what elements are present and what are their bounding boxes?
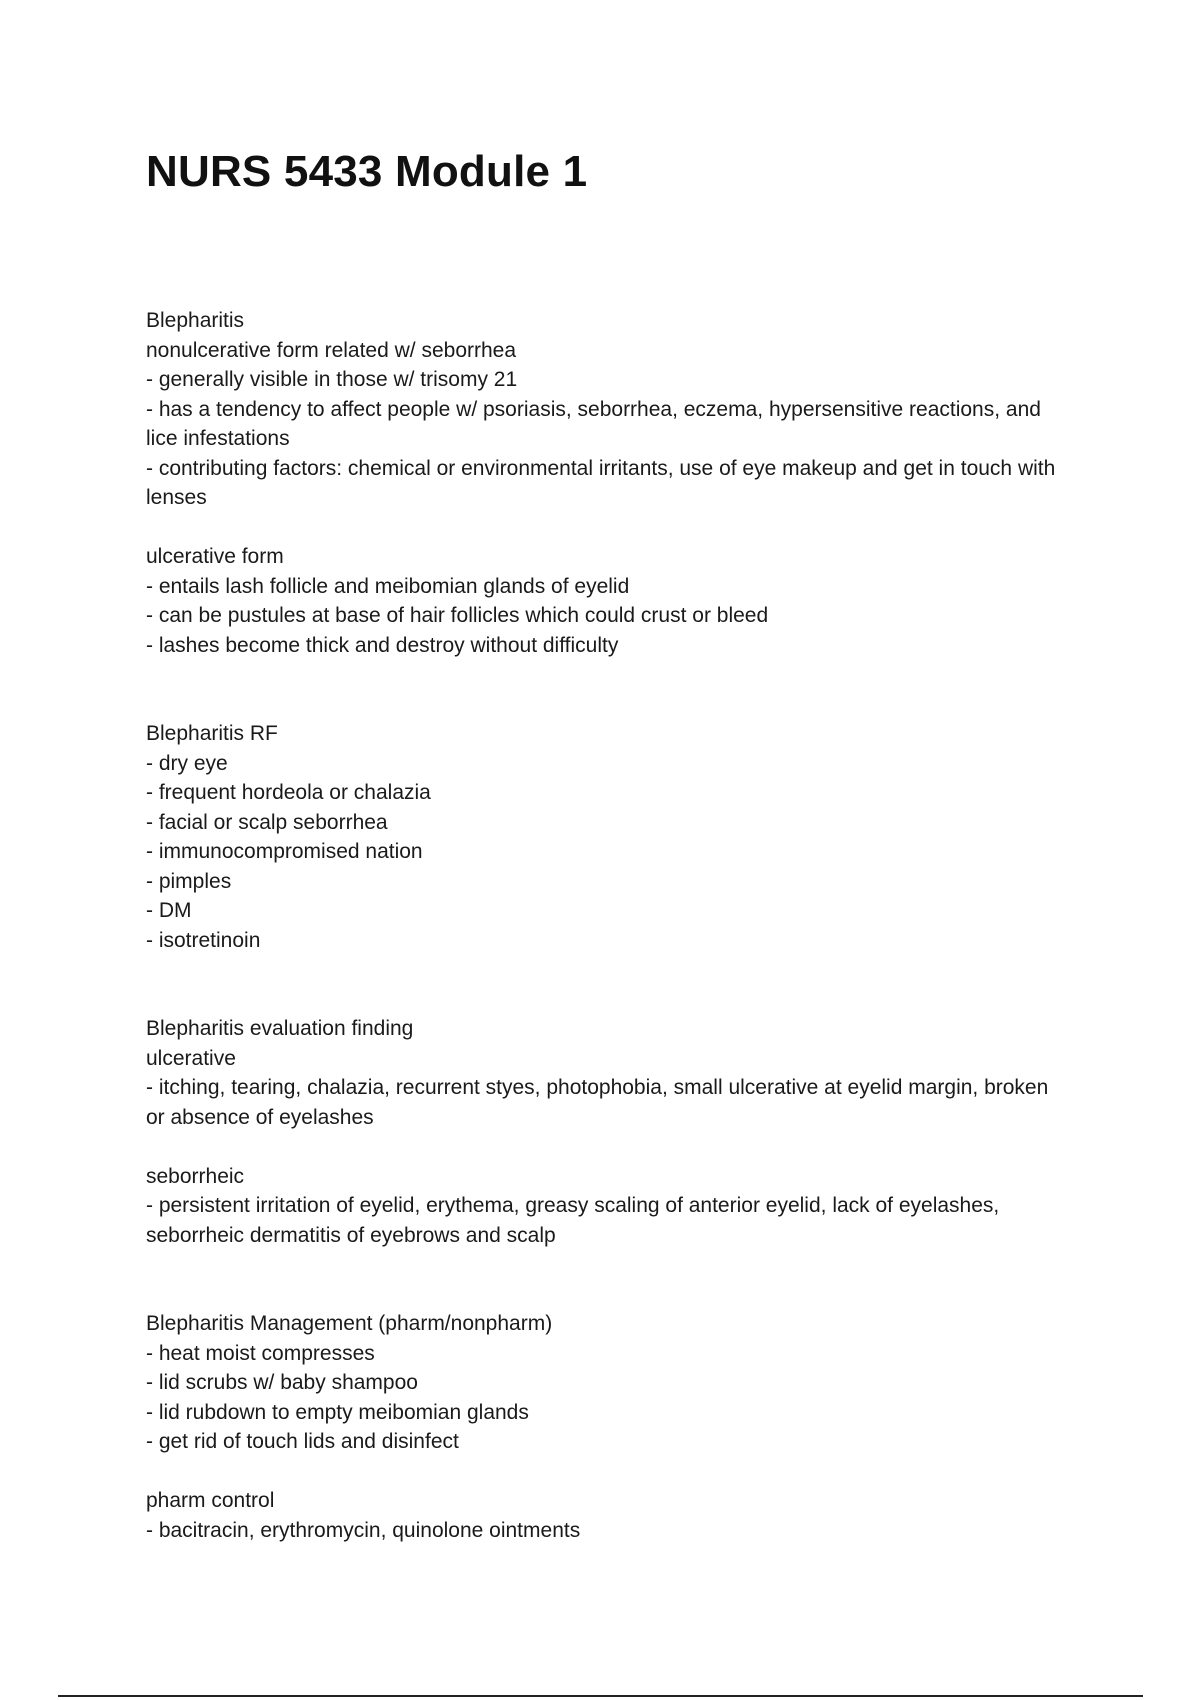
spacer bbox=[146, 1250, 1066, 1309]
document-body bbox=[146, 306, 1066, 1545]
note-line: - entails lash follicle and meibomian glands of eyelid bbox=[146, 574, 630, 598]
note-line: - facial or scalp seborrhea bbox=[146, 810, 388, 834]
note-line: - contributing factors: chemical or environmental irritants, use of eye makeup and get in touch with lenses bbox=[146, 456, 1056, 509]
note-line: - can be pustules at base of hair follicles which could crust or bleed bbox=[146, 604, 769, 627]
note-line: - persistent irritation of eyelid, erythema, greasy scaling of anterior eyelid, lack of eyelashes, seborrheic dermatitis of eyebrows and scalp bbox=[146, 1194, 1000, 1247]
spacer bbox=[146, 1132, 1066, 1162]
section-heading: pharm control bbox=[146, 1489, 275, 1512]
section-heading: Blepharitis RF bbox=[146, 722, 278, 745]
section-seborrheic bbox=[146, 1162, 1066, 1251]
section-blepharitis-management bbox=[146, 1309, 1066, 1457]
spacer bbox=[146, 1457, 1066, 1487]
section-heading: Blepharitis evaluation finding bbox=[146, 1017, 414, 1040]
note-line: - frequent hordeola or chalazia bbox=[146, 781, 431, 804]
section-blepharitis bbox=[146, 306, 1066, 513]
note-line: - isotretinoin bbox=[146, 928, 261, 952]
section-blepharitis-rf bbox=[146, 719, 1066, 955]
page-footer-rule bbox=[58, 1695, 1143, 1697]
note-line: - dry eye bbox=[146, 751, 228, 775]
section-heading: Blepharitis bbox=[146, 309, 245, 332]
note-line: - DM bbox=[146, 899, 192, 922]
section-heading: Blepharitis Management (pharm/nonpharm) bbox=[146, 1312, 553, 1335]
note-line: - itching, tearing, chalazia, recurrent styes, photophobia, small ulcerative at eyelid margin, broken or absence of eyelashes bbox=[146, 1076, 1049, 1129]
spacer bbox=[146, 955, 1066, 1014]
note-line: ulcerative bbox=[146, 1046, 236, 1070]
section-heading: seborrheic bbox=[146, 1164, 245, 1188]
note-line: - immunocompromised nation bbox=[146, 840, 423, 863]
section-heading: ulcerative form bbox=[146, 545, 284, 568]
note-line: - generally visible in those w/ trisomy 21 bbox=[146, 368, 518, 391]
spacer bbox=[146, 660, 1066, 719]
note-line: - has a tendency to affect people w/ psoriasis, seborrhea, eczema, hypersensitive reactions, and lice infestations bbox=[146, 397, 1041, 450]
note-line: - lashes become thick and destroy without difficulty bbox=[146, 633, 619, 657]
note-line: nonulcerative form related w/ seborrhea bbox=[146, 338, 517, 362]
note-line: - get rid of touch lids and disinfect bbox=[146, 1430, 459, 1453]
section-blepharitis-evaluation bbox=[146, 1014, 1066, 1132]
note-line: - bacitracin, erythromycin, quinolone ointments bbox=[146, 1518, 581, 1542]
section-ulcerative-form bbox=[146, 542, 1066, 660]
note-line: - pimples bbox=[146, 869, 232, 893]
page-title: NURS 5433 Module 1 bbox=[146, 147, 588, 196]
note-line: - lid rubdown to empty meibomian glands bbox=[146, 1400, 529, 1424]
spacer bbox=[146, 513, 1066, 543]
section-pharm-control bbox=[146, 1486, 1066, 1545]
note-line: - lid scrubs w/ baby shampoo bbox=[146, 1371, 418, 1394]
note-line: - heat moist compresses bbox=[146, 1341, 375, 1365]
